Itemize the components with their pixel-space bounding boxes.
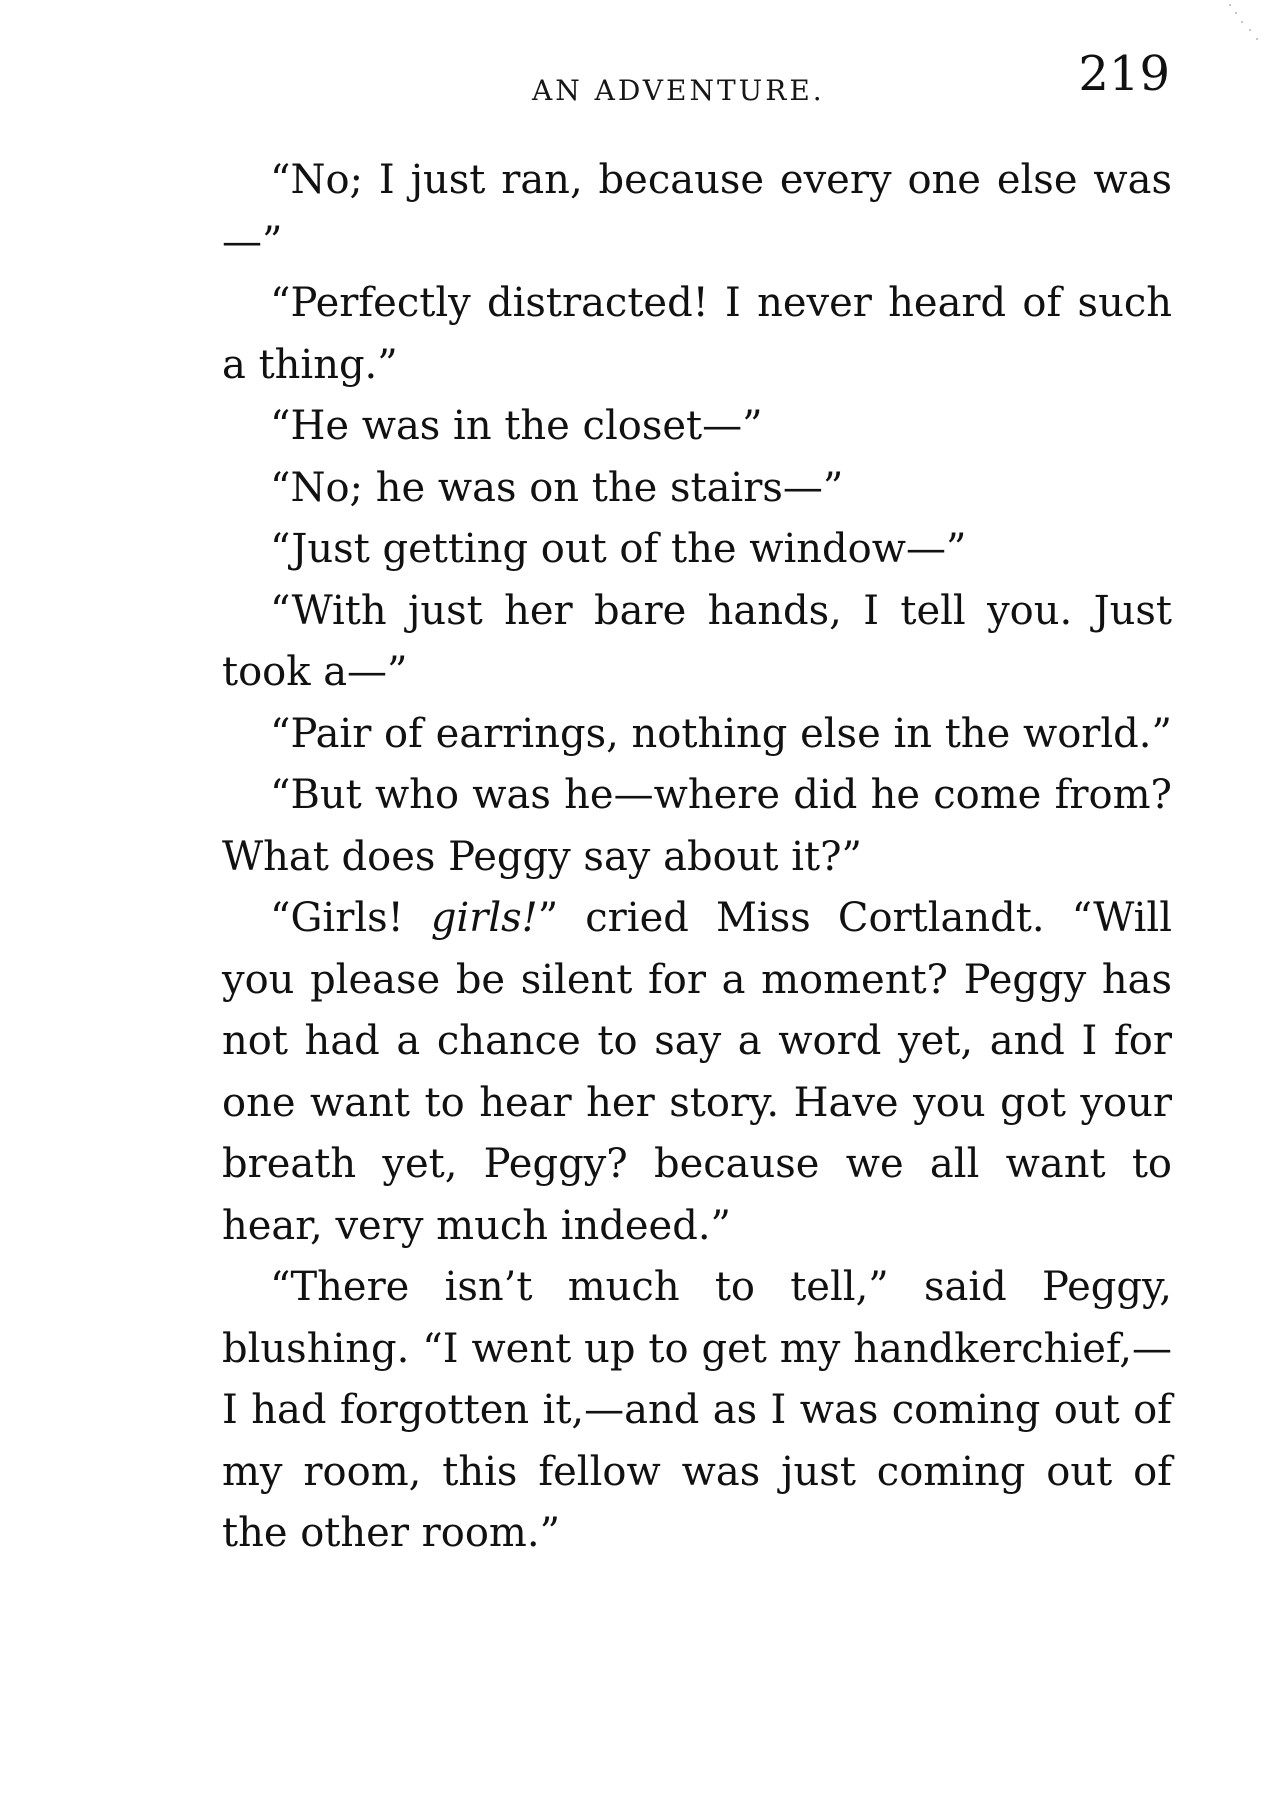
paragraph-text: “Perfectly distracted! I never heard of such a thing.” [222, 280, 1172, 388]
paragraph-text: “He was in the closet—” [270, 403, 763, 449]
paragraph-text: “Pair of earrings, nothing else in the world.” [270, 710, 1172, 757]
paragraph [222, 581, 1172, 704]
paragraph-text: “No; he was on the stairs—” [270, 464, 844, 511]
paragraph [222, 396, 1172, 458]
paragraph-text: ” cried Miss Cortlandt. “Will you please be silent for a moment? Peggy has not had a chance to say a word yet, and I for one want to hear her story. Have you got your breath yet, Peggy? because we all want to hear, very much indeed.” [222, 895, 1172, 1249]
page-header [222, 46, 1170, 120]
paragraph-text: “There isn’t much to tell,” said Peggy, blushing. “I went up to get my handkerchief,—I had forgotten it,—and as I was coming out of my room, this fellow was just coming out of the other room.” [222, 1264, 1172, 1556]
corner-speck-marks [1227, 0, 1261, 45]
italic-emphasis: girls! [430, 895, 538, 941]
paragraph [222, 519, 1172, 581]
paragraph [222, 888, 1172, 1257]
page-number: 219 [1078, 46, 1170, 102]
paragraph-text: “Girls! [270, 895, 431, 941]
paragraph [222, 704, 1172, 766]
paragraph [222, 765, 1172, 888]
paragraph [222, 273, 1172, 396]
paragraph-text: “With just her bare hands, I tell you. Just took a—” [222, 587, 1172, 695]
paragraph-text: “But who was he—where did he come from? What does Peggy say about it?” [222, 772, 1172, 880]
running-title: AN ADVENTURE. [532, 74, 825, 107]
paragraph-text: “No; I just ran, because every one else was—” [222, 157, 1172, 265]
paragraph [222, 150, 1172, 273]
paragraph [222, 458, 1172, 520]
body-text [222, 150, 1172, 1565]
paragraph-text: “Just getting out of the window—” [270, 526, 967, 572]
paragraph [222, 1257, 1172, 1565]
